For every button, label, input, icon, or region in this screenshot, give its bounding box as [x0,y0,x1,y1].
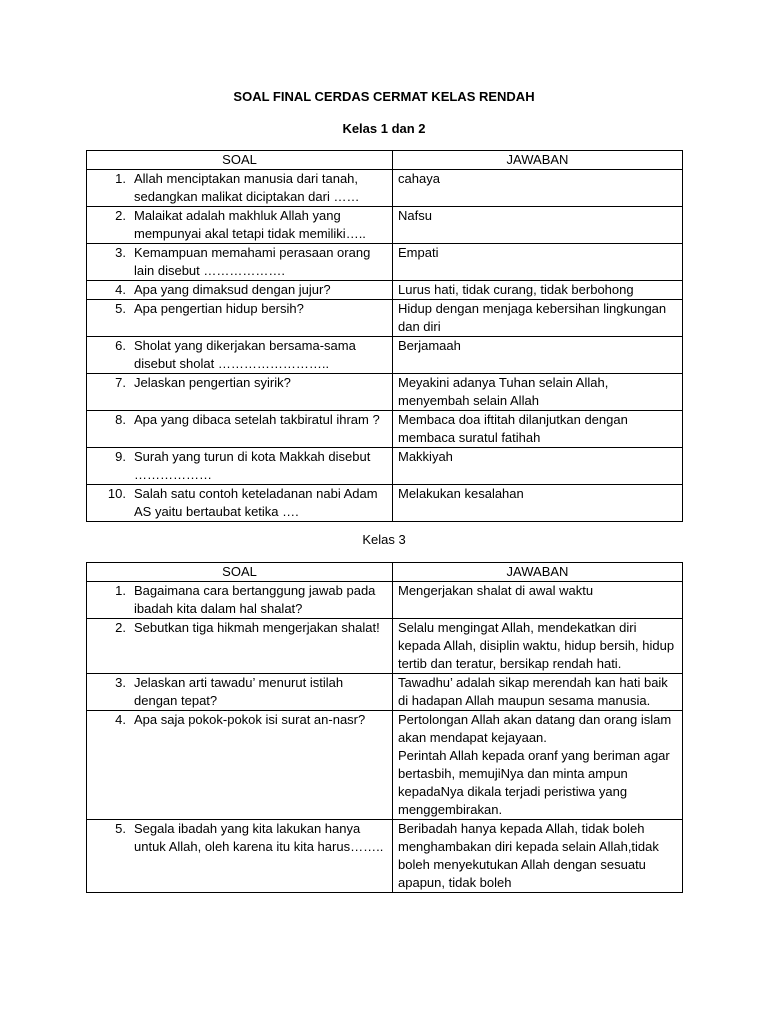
question-cell [87,244,393,281]
question-cell [87,674,393,711]
question-text: Sebutkan tiga hikmah mengerjakan shalat! [134,620,380,635]
answer-cell: Nafsu [393,207,683,244]
answer-paragraph: Perintah Allah kepada oranf yang beriman agar bertasbih, memujiNya dan minta ampun kepadaNya dikala terjadi peristiwa yang menggembirakan. [398,748,670,817]
question-number: 5. [115,821,126,836]
question-text: Apa yang dibaca setelah takbiratul ihram ? [134,412,380,427]
answer-cell: Hidup dengan menjaga kebersihan lingkungan dan diri [393,300,683,337]
question-cell [87,337,393,374]
question-cell [87,619,393,674]
answer-cell: Mengerjakan shalat di awal waktu [393,582,683,619]
document-subtitle: Kelas 1 dan 2 [342,121,426,136]
question-text: Segala ibadah yang kita lakukan hanya untuk Allah, oleh karena itu kita harus…….. [134,821,384,854]
table-header-row [87,151,683,170]
question-cell [87,711,393,820]
table-row [87,582,683,619]
question-cell [87,448,393,485]
table-row [87,374,683,411]
question-text: Bagaimana cara bertanggung jawab pada ibadah kita dalam hal shalat? [134,583,376,616]
answer-cell: Makkiyah [393,448,683,485]
question-number: 6. [115,338,126,353]
question-text: Salah satu contoh keteladanan nabi Adam AS yaitu bertaubat ketika …. [134,486,378,519]
answer-cell: Melakukan kesalahan [393,485,683,522]
question-text: Malaikat adalah makhluk Allah yang mempunyai akal tetapi tidak memiliki….. [134,208,366,241]
table-row [87,170,683,207]
question-text: Sholat yang dikerjakan bersama-sama disebut sholat …………………….. [134,338,356,371]
question-text: Surah yang turun di kota Makkah disebut ……………… [134,449,371,482]
table-header-row [87,563,683,582]
question-number: 1. [115,171,126,186]
question-cell [87,820,393,893]
question-text: Apa pengertian hidup bersih? [134,301,304,316]
question-cell [87,582,393,619]
table-row [87,300,683,337]
answer-cell: Lurus hati, tidak curang, tidak berbohong [393,281,683,300]
question-text: Allah menciptakan manusia dari tanah, sedangkan malikat diciptakan dari …… [134,171,360,204]
question-text: Jelaskan pengertian syirik? [134,375,291,390]
qa-table-kelas-1-2 [86,150,683,522]
answer-paragraph: Pertolongan Allah akan datang dan orang islam akan mendapat kejayaan. [398,712,672,745]
header-soal: SOAL [87,563,393,582]
table-row [87,448,683,485]
question-cell [87,485,393,522]
question-cell [87,207,393,244]
question-cell [87,300,393,337]
table-row [87,619,683,674]
answer-cell: Meyakini adanya Tuhan selain Allah, menyembah selain Allah [393,374,683,411]
header-jawaban: JAWABAN [393,563,683,582]
section-label-kelas-3: Kelas 3 [362,532,406,547]
question-number: 4. [115,282,126,297]
question-number: 8. [115,412,126,427]
document-title: SOAL FINAL CERDAS CERMAT KELAS RENDAH [233,89,535,104]
table-row [87,820,683,893]
answer-cell: Berjamaah [393,337,683,374]
question-cell [87,374,393,411]
question-number: 5. [115,301,126,316]
answer-cell [393,711,683,820]
table-row [87,244,683,281]
header-soal: SOAL [87,151,393,170]
table-row [87,281,683,300]
question-cell [87,170,393,207]
question-number: 4. [115,712,126,727]
question-number: 3. [115,245,126,260]
table-row [87,674,683,711]
question-number: 10. [107,486,126,501]
question-cell [87,411,393,448]
qa-table-kelas-3 [86,562,683,893]
table-row [87,485,683,522]
table-row [87,207,683,244]
question-text: Apa yang dimaksud dengan jujur? [134,282,331,297]
question-text: Apa saja pokok-pokok isi surat an-nasr? [134,712,366,727]
table-row [87,337,683,374]
question-number: 9. [115,449,126,464]
answer-cell: Beribadah hanya kepada Allah, tidak boleh menghambakan diri kepada selain Allah,tidak boleh menyekutukan Allah dengan sesuatu apapun, tidak boleh [393,820,683,893]
answer-cell: Membaca doa iftitah dilanjutkan dengan membaca suratul fatihah [393,411,683,448]
answer-cell: Tawadhu’ adalah sikap merendah kan hati baik di hadapan Allah maupun sesama manusia. [393,674,683,711]
question-number: 2. [115,620,126,635]
header-jawaban: JAWABAN [393,151,683,170]
question-number: 2. [115,208,126,223]
question-number: 1. [115,583,126,598]
question-text: Jelaskan arti tawadu’ menurut istilah dengan tepat? [134,675,344,708]
table-row [87,411,683,448]
table-row [87,711,683,820]
question-number: 3. [115,675,126,690]
answer-cell: cahaya [393,170,683,207]
answer-cell: Empati [393,244,683,281]
question-text: Kemampuan memahami perasaan orang lain disebut ………………. [134,245,371,278]
question-number: 7. [115,375,126,390]
question-cell [87,281,393,300]
answer-cell: Selalu mengingat Allah, mendekatkan diri kepada Allah, disiplin waktu, hidup bersih, hidup tertib dan teratur, bersikap rendah hati. [393,619,683,674]
